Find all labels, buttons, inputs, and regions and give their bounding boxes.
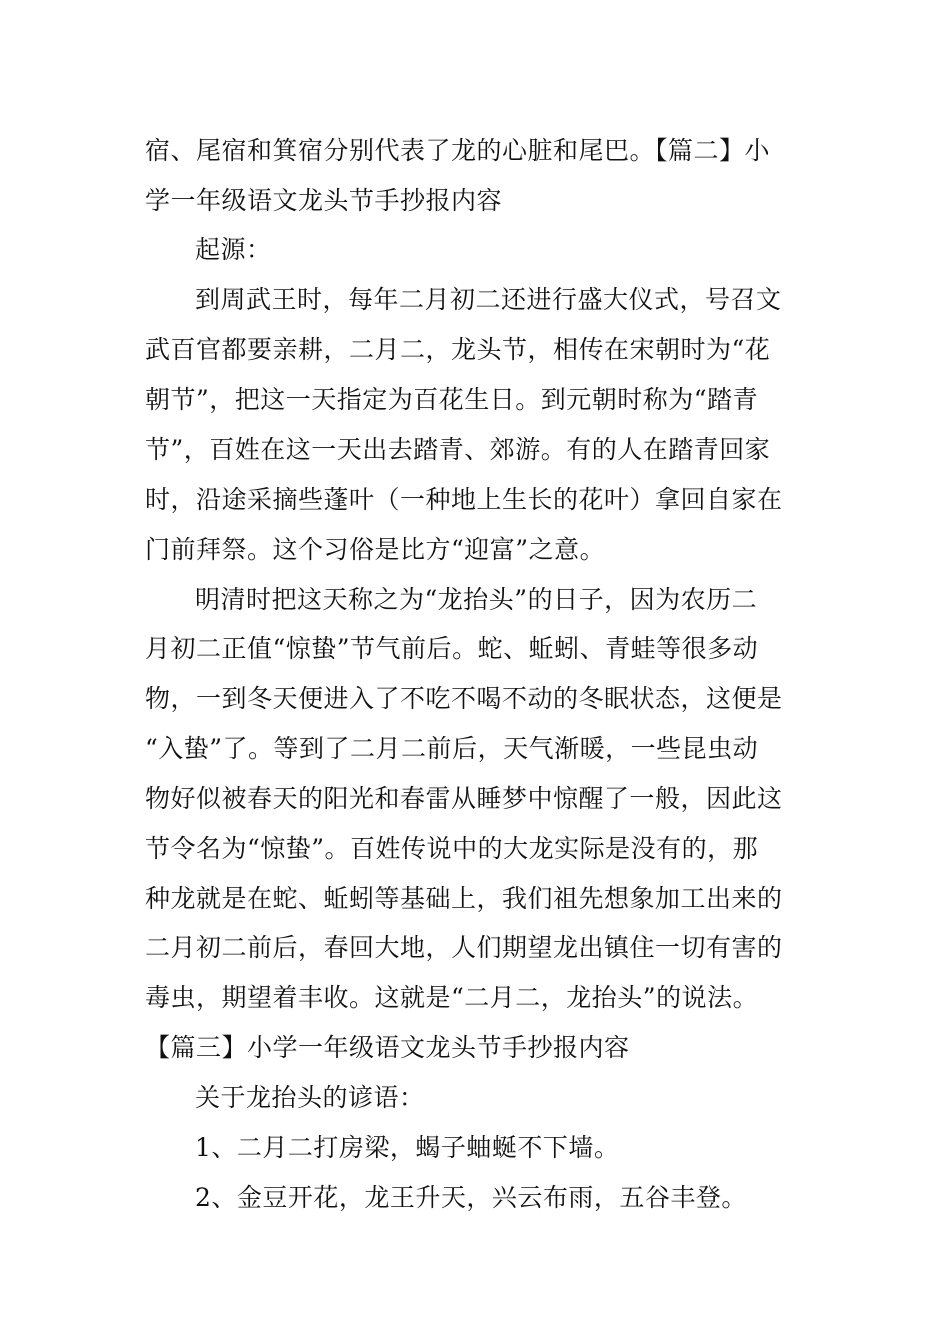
text-line: 二月初二前后，春回大地，人们期望龙出镇住一切有害的 <box>145 933 783 962</box>
text-line: 种龙就是在蛇、蚯蚓等基础上，我们祖先想象加工出来的 <box>145 884 783 913</box>
text-line: 明清时把这天称之为“龙抬头”的日子，因为农历二 <box>195 585 758 614</box>
text-line: 节”，百姓在这一天出去踏青、郊游。有的人在踏青回家 <box>145 435 771 464</box>
text-line: 毒虫，期望着丰收。这就是“二月二，龙抬头”的说法。 <box>145 983 759 1012</box>
text-line: 学一年级语文龙头节手抄报内容 <box>145 186 503 215</box>
list-item: 1、二月二打房梁，蝎子蚰蜒不下墙。 <box>195 1133 620 1162</box>
text-line: “入蛰”了。等到了二月二前后，天气渐暖，一些昆虫动 <box>145 734 759 763</box>
text-line: 朝节”，把这一天指定为百花生日。到元朝时称为“踏青 <box>145 385 759 414</box>
text-line: 节令名为“惊蛰”。百姓传说中的大龙实际是没有的，那 <box>145 834 759 863</box>
text-line: 门前拜祭。这个习俗是比方“迎富”之意。 <box>145 535 606 564</box>
text-line: 宿、尾宿和箕宿分别代表了龙的心脏和尾巴。【篇二】小 <box>145 136 771 165</box>
text-line: 起源： <box>195 235 272 264</box>
text-line: 武百官都要亲耕，二月二，龙头节，相传在宋朝时为“花 <box>145 335 771 364</box>
section-heading: 【篇三】小学一年级语文龙头节手抄报内容 <box>145 1033 630 1062</box>
text-line: 月初二正值“惊蛰”节气前后。蛇、蚯蚓、青蛙等很多动 <box>145 634 759 663</box>
text-line: 物，一到冬天便进入了不吃不喝不动的冬眠状态，这便是 <box>145 684 783 713</box>
text-line: 到周武王时，每年二月初二还进行盛大仪式，号召文 <box>195 285 782 314</box>
text-line: 关于龙抬头的谚语： <box>195 1083 425 1112</box>
text-line: 时，沿途采摘些蓬叶（一种地上生长的花叶）拿回自家在 <box>145 485 783 514</box>
list-item: 2、金豆开花，龙王升天，兴云布雨，五谷丰登。 <box>195 1183 747 1212</box>
text-line: 物好似被春天的阳光和春雷从睡梦中惊醒了一般，因此这 <box>145 784 783 813</box>
